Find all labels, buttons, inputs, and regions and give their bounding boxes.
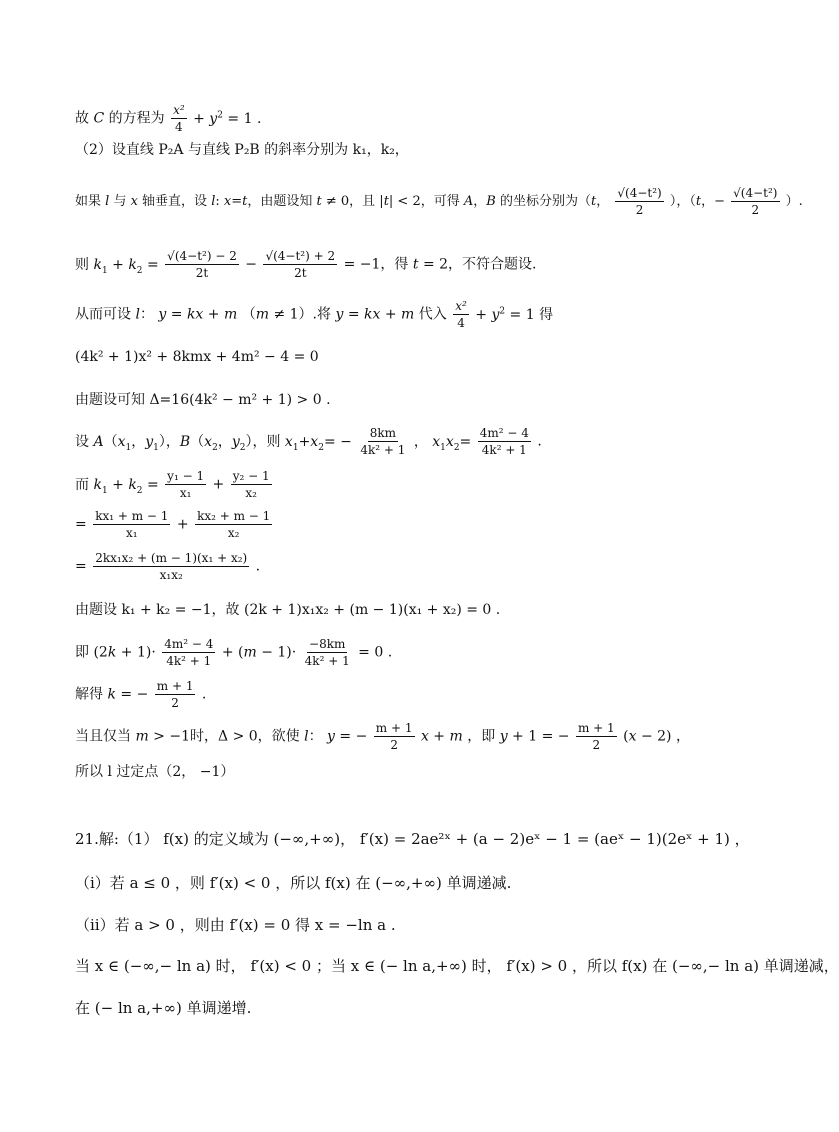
text-seg: （ⅰ）若 a ≤ 0 ，则 f′(x) < 0 ，所以 f(x) 在 (−∞,+∞) 单调递减. <box>75 874 512 892</box>
text-seg: 故 C 的方程为 <box>75 110 165 127</box>
fraction: $\frac{\text{√(4−t²)}}{2}$ <box>617 186 662 217</box>
text-seg: 由题设可知 Δ=16(4k² − m² + 1) > 0 . <box>75 392 331 408</box>
line-16 <box>75 765 234 779</box>
line-3 <box>75 187 803 216</box>
fraction: $\frac{8km}{\text{4k² + 1}}$ <box>360 426 406 457</box>
text-seg: ）. <box>785 194 803 209</box>
fraction: $\frac{\text{4m² − 4}}{\text{4k² + 1}}$ <box>164 637 214 668</box>
text-seg: + (m − 1)· <box>221 644 297 661</box>
fraction: $\frac{\text{y₂ − 1}}{\text{x₂}}$ <box>232 469 270 500</box>
line-15 <box>75 722 690 751</box>
fraction: $\frac{\text{kx₁ + m − 1}}{\text{x₁}}$ <box>95 509 169 540</box>
fraction: $\frac{\text{√(4−t²) + 2}}{2t}$ <box>265 249 336 280</box>
line-19 <box>75 918 396 933</box>
fraction: $\frac{\text{√(4−t²)}}{2}$ <box>733 186 778 217</box>
text-seg: + <box>176 516 189 533</box>
text-seg: 如果 l 与 x 轴垂直，设 l: x=t，由题设知 t ≠ 0，且 |t| < 2，可得 A，B 的坐标分别为（t， <box>75 194 610 209</box>
line-5 <box>75 300 553 329</box>
text-seg: + $y^2 = 1$ 得 <box>475 305 554 323</box>
line-9 <box>75 470 274 499</box>
line-17 <box>75 832 750 847</box>
text-seg: 设 $A(x_1$，$y_1$），$B(x_2$，$y_2$），则 $x_1+x_2=$ − <box>75 433 352 453</box>
fraction: $\frac{\text{y₁ − 1}}{\text{x₁}}$ <box>167 469 205 500</box>
text-seg: 在 (− ln a,+∞) 单调递增. <box>75 999 252 1017</box>
text-seg: 由题设 k₁ + k₂ = −1，故 (2k + 1)x₁x₂ + (m − 1)(x₁ + x₂) = 0 . <box>75 602 501 618</box>
text-seg: 则 $k_1 + k_2$ = <box>75 256 159 276</box>
line-14 <box>75 680 206 709</box>
fraction: $\frac{m + 1}{2}$ <box>577 721 615 752</box>
line-1 <box>75 104 261 133</box>
text-seg: . <box>255 558 261 575</box>
text-seg: (4k² + 1)x² + 8kmx + 4m² − 4 = 0 <box>75 349 319 365</box>
fraction: $\frac{\text{4m² − 4}}{\text{4k² + 1}}$ <box>479 426 529 457</box>
text-seg: （2）设直线 P₂A 与直线 P₂B 的斜率分别为 k₁，k₂， <box>75 142 409 158</box>
text-seg: 解得 k = − <box>75 686 149 703</box>
text-seg: 即 (2k + 1)· <box>75 644 156 661</box>
line-6 <box>75 350 319 364</box>
line-20 <box>75 959 839 974</box>
fraction: $\frac{\text{√(4−t²) − 2}}{2t}$ <box>167 249 237 280</box>
text-seg: = <box>75 516 87 533</box>
text-seg: x + m ，即 y + 1 = − <box>420 728 570 745</box>
fraction: $\frac{\text{x²}}{4}$ <box>173 103 185 134</box>
text-seg: 当 x ∈ (−∞,− ln a) 时， f′(x) < 0 ；当 x ∈ (− ln a,+∞) 时， f′(x) > 0 ，所以 f(x) 在 (−∞,− ln a) 单调递减， <box>75 957 839 975</box>
line-8 <box>75 427 542 456</box>
text-seg: = −1，得 t = 2，不符合题设. <box>343 256 537 273</box>
text-seg: 所以 l 过定点（2， −1） <box>75 764 235 780</box>
line-18 <box>75 876 511 891</box>
text-seg: 当且仅当 m > −1时，Δ > 0，欲使 l： y = − <box>75 728 368 745</box>
fraction: $\frac{\text{kx₂ + m − 1}}{\text{x₂}}$ <box>197 509 271 540</box>
fraction: $\frac{-8km}{\text{4k² + 1}}$ <box>304 637 350 668</box>
text-seg: 从而可设 l： y = kx + m （m ≠ 1）.将 y = kx + m 代入 <box>75 306 447 323</box>
text-seg: . <box>537 433 542 450</box>
text-seg: − <box>245 256 258 273</box>
line-12 <box>75 603 500 617</box>
text-seg: = <box>75 558 87 575</box>
text-seg: ， $x_1x_2=$ <box>413 433 472 453</box>
line-10 <box>75 510 274 539</box>
text-seg: ），（t，− <box>669 194 726 209</box>
text-seg: 而 $k_1 + k_2$ = <box>75 476 159 496</box>
fraction: $\frac{\text{2kx₁x₂ + (m − 1)(x₁ + x₂)}}{\text{x₁x₂}}$ <box>95 551 248 582</box>
fraction: $\frac{m + 1}{2}$ <box>375 721 413 752</box>
text-seg: （ⅱ）若 a > 0 ，则由 f′(x) = 0 得 x = −ln a . <box>75 916 396 934</box>
line-11 <box>75 552 260 581</box>
line-13 <box>75 638 392 667</box>
line-2 <box>75 143 409 157</box>
line-7 <box>75 393 331 407</box>
line-21 <box>75 1001 251 1016</box>
line-4 <box>75 250 537 279</box>
fraction: $\frac{\text{x²}}{4}$ <box>455 299 467 330</box>
text-seg: + <box>212 476 225 493</box>
text-seg: 21.解:（1） f(x) 的定义域为 (−∞,+∞)， f′(x) = 2ae²ˣ + (a − 2)eˣ − 1 = (aeˣ − 1)(2eˣ + 1) ， <box>75 830 750 848</box>
text-seg: + $y^2 = 1$ . <box>193 109 262 127</box>
text-seg: = 0 . <box>358 644 393 661</box>
fraction: $\frac{m + 1}{2}$ <box>156 679 194 710</box>
text-seg: . <box>201 686 207 703</box>
text-seg: (x − 2) ， <box>623 728 690 745</box>
